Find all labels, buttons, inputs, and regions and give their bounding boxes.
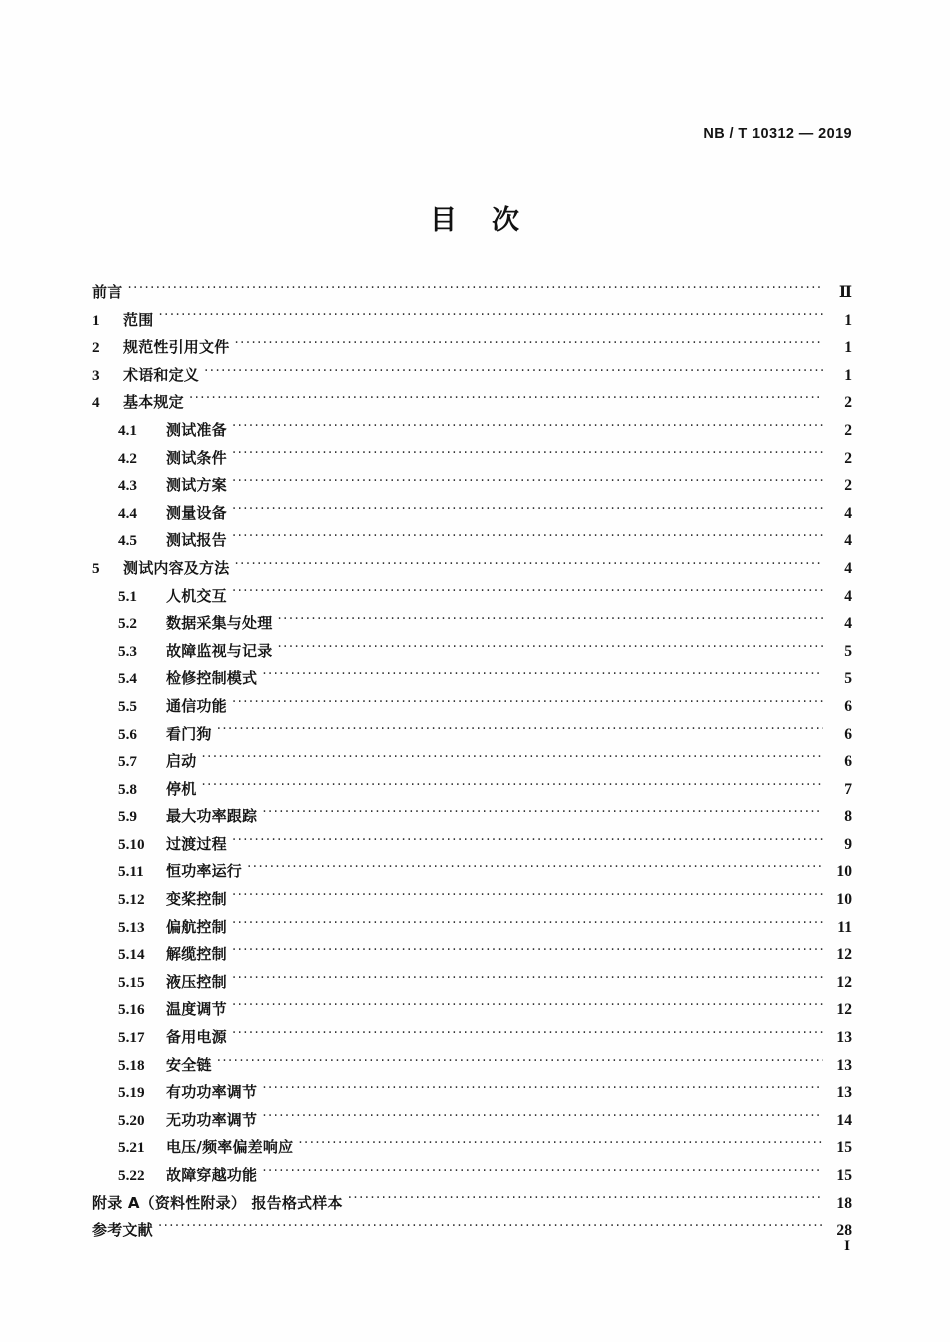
toc-entry-label: 范围 (123, 310, 154, 329)
toc-entry-label: 测试方案 (166, 476, 227, 495)
toc-dot-leader (277, 640, 823, 655)
toc-entry[interactable] (92, 1164, 852, 1192)
toc-entry-label: 停机 (166, 779, 197, 798)
toc-entry-page-number: 2 (844, 477, 852, 495)
toc-dot-leader (262, 1109, 823, 1124)
toc-entry-page-number: 13 (836, 1056, 852, 1074)
toc-dot-leader (232, 447, 823, 462)
toc-entry-page-number: 8 (844, 808, 852, 826)
toc-entry-number: 4.1 (118, 421, 137, 439)
toc-entry[interactable] (92, 860, 852, 888)
toc-entry-number: 5.12 (118, 891, 145, 909)
toc-entry-number: 5.11 (118, 863, 144, 881)
toc-dot-leader (232, 530, 823, 545)
toc-dot-leader (232, 696, 823, 711)
toc-entry-number: 5.5 (118, 697, 137, 715)
toc-entry[interactable] (92, 805, 852, 833)
toc-dot-leader (262, 1165, 823, 1180)
toc-entry-page-number: 6 (844, 753, 852, 771)
toc-entry[interactable] (92, 419, 852, 447)
toc-entry-number: 5.6 (118, 725, 137, 743)
toc-entry[interactable] (92, 998, 852, 1026)
table-of-contents (92, 281, 852, 1247)
toc-entry-page-number: 7 (844, 780, 852, 798)
toc-entry-page-number: 1 (844, 339, 852, 357)
toc-entry-label: 过渡过程 (166, 834, 227, 853)
toc-entry-number: 5.8 (118, 780, 137, 798)
toc-entry-page-number: 13 (836, 1084, 852, 1102)
toc-entry-number: 5.3 (118, 642, 137, 660)
toc-entry[interactable] (92, 447, 852, 475)
toc-entry[interactable] (92, 364, 852, 392)
toc-entry-page-number: 9 (844, 835, 852, 853)
toc-entry-label: 测试报告 (166, 531, 227, 550)
toc-entry-page-number: 1 (844, 366, 852, 384)
toc-entry[interactable] (92, 1054, 852, 1082)
toc-entry-number: 4 (92, 394, 100, 412)
toc-entry-page-number: 4 (844, 504, 852, 522)
toc-entry[interactable] (92, 1219, 852, 1247)
toc-entry[interactable] (92, 1136, 852, 1164)
toc-entry-page-number: 2 (844, 421, 852, 439)
toc-dot-leader (127, 282, 823, 297)
toc-dot-leader (158, 309, 823, 324)
page-folio: I (844, 1238, 850, 1254)
toc-entry[interactable] (92, 667, 852, 695)
toc-dot-leader (201, 778, 823, 793)
toc-entry-page-number: 4 (844, 615, 852, 633)
toc-dot-leader (232, 999, 823, 1014)
toc-entry-label: 数据采集与处理 (166, 614, 273, 633)
toc-entry-number: 1 (92, 311, 100, 329)
toc-dot-leader (262, 806, 823, 821)
toc-entry[interactable] (92, 888, 852, 916)
toc-dot-leader (277, 613, 823, 628)
toc-entry[interactable] (92, 1192, 852, 1220)
toc-dot-leader (232, 916, 823, 931)
toc-entry-page-number: 18 (836, 1194, 852, 1212)
toc-entry-number: 3 (92, 366, 100, 384)
toc-entry-label: 人机交互 (166, 586, 227, 605)
toc-dot-leader (232, 944, 823, 959)
toc-entry-label: 恒功率运行 (166, 862, 243, 881)
toc-entry[interactable] (92, 529, 852, 557)
toc-entry-page-number: 1 (844, 311, 852, 329)
toc-entry-label: 术语和定义 (123, 365, 200, 384)
toc-entry[interactable] (92, 281, 852, 309)
toc-entry-label: 测试准备 (166, 420, 227, 439)
toc-entry-page-number: 6 (844, 725, 852, 743)
toc-entry-page-number: 12 (836, 1001, 852, 1019)
toc-entry[interactable] (92, 502, 852, 530)
toc-dot-leader (262, 668, 823, 683)
toc-entry[interactable] (92, 1109, 852, 1137)
toc-entry[interactable] (92, 916, 852, 944)
toc-dot-leader (348, 1192, 823, 1207)
toc-entry-label: 附录 A（资料性附录） 报告格式样本 (92, 1193, 343, 1212)
toc-dot-leader (234, 558, 823, 573)
standard-code-header: NB / T 10312 — 2019 (703, 126, 852, 142)
toc-entry-number: 5.9 (118, 808, 137, 826)
toc-dot-leader (232, 833, 823, 848)
toc-entry-number: 5.17 (118, 1029, 145, 1047)
toc-entry-page-number: 12 (836, 946, 852, 964)
toc-dot-leader (232, 971, 823, 986)
toc-entry-page-number: 6 (844, 697, 852, 715)
toc-entry-number: 5.2 (118, 615, 137, 633)
toc-entry-label: 无功功率调节 (166, 1110, 258, 1129)
toc-entry-label: 安全链 (166, 1055, 212, 1074)
toc-dot-leader (217, 723, 823, 738)
toc-dot-leader (262, 1082, 823, 1097)
toc-entry-page-number: 12 (836, 973, 852, 991)
title-char-mu: 目 (430, 205, 458, 236)
toc-entry-number: 5.13 (118, 918, 145, 936)
toc-dot-leader (232, 585, 823, 600)
toc-dot-leader (298, 1137, 823, 1152)
toc-entry[interactable] (92, 943, 852, 971)
toc-dot-leader (247, 861, 823, 876)
toc-entry[interactable] (92, 723, 852, 751)
toc-entry-label: 有功功率调节 (166, 1083, 258, 1102)
toc-entry-label: 规范性引用文件 (123, 338, 230, 357)
toc-entry-number: 4.2 (118, 449, 137, 467)
toc-entry-label: 测量设备 (166, 503, 227, 522)
toc-dot-leader (232, 502, 823, 517)
toc-entry-label: 偏航控制 (166, 917, 227, 936)
toc-entry-page-number: 4 (844, 532, 852, 550)
toc-entry-number: 4.4 (118, 504, 137, 522)
toc-entry-label: 最大功率跟踪 (166, 807, 258, 826)
toc-entry-page-number: 4 (844, 559, 852, 577)
toc-entry-number: 4.5 (118, 532, 137, 550)
toc-entry-label: 液压控制 (166, 972, 227, 991)
toc-dot-leader (234, 337, 823, 352)
toc-dot-leader (232, 420, 823, 435)
toc-entry-label: 基本规定 (123, 393, 184, 412)
toc-entry[interactable] (92, 585, 852, 613)
toc-entry-number: 5 (92, 559, 100, 577)
toc-entry-label: 电压/频率偏差响应 (166, 1138, 294, 1157)
toc-dot-leader (232, 475, 823, 490)
toc-entry-number: 5.18 (118, 1056, 145, 1074)
toc-entry-page-number: 14 (836, 1111, 852, 1129)
toc-entry-page-number: 2 (844, 449, 852, 467)
toc-entry-label: 前言 (92, 283, 123, 301)
toc-entry[interactable] (92, 612, 852, 640)
toc-entry-label: 解缆控制 (166, 945, 227, 964)
toc-entry-page-number: 15 (836, 1139, 852, 1157)
toc-entry-label: 测试条件 (166, 448, 227, 467)
toc-entry-label: 备用电源 (166, 1028, 227, 1047)
toc-entry-page-number: 4 (844, 587, 852, 605)
toc-dot-leader (204, 364, 823, 379)
toc-dot-leader (189, 392, 823, 407)
toc-entry-label: 检修控制模式 (166, 669, 258, 688)
toc-entry[interactable] (92, 1081, 852, 1109)
toc-entry[interactable] (92, 833, 852, 861)
toc-entry[interactable] (92, 971, 852, 999)
toc-entry-page-number: 5 (844, 670, 852, 688)
toc-entry-label: 启动 (166, 752, 197, 771)
toc-entry[interactable] (92, 309, 852, 337)
toc-entry-label: 变桨控制 (166, 890, 227, 909)
toc-entry-number: 5.10 (118, 835, 145, 853)
toc-entry[interactable] (92, 336, 852, 364)
toc-entry-page-number: 5 (844, 642, 852, 660)
page-title (0, 198, 950, 237)
title-char-ci: 次 (492, 205, 520, 236)
toc-entry-page-number: Ⅱ (838, 284, 852, 301)
toc-entry-number: 5.1 (118, 587, 137, 605)
toc-entry-number: 5.21 (118, 1139, 145, 1157)
toc-entry[interactable] (92, 1026, 852, 1054)
toc-entry[interactable] (92, 750, 852, 778)
toc-entry-label: 故障监视与记录 (166, 641, 273, 660)
toc-entry-number: 5.16 (118, 1001, 145, 1019)
toc-entry-page-number: 10 (836, 891, 852, 909)
toc-entry-number: 5.20 (118, 1111, 145, 1129)
toc-dot-leader (232, 889, 823, 904)
toc-entry[interactable] (92, 778, 852, 806)
toc-entry-number: 5.15 (118, 973, 145, 991)
toc-entry-number: 5.14 (118, 946, 145, 964)
toc-entry-label: 看门狗 (166, 724, 212, 743)
toc-entry-number: 5.4 (118, 670, 137, 688)
toc-entry[interactable] (92, 640, 852, 668)
toc-dot-leader (217, 1054, 823, 1069)
toc-entry-page-number: 15 (836, 1167, 852, 1184)
toc-entry[interactable] (92, 557, 852, 585)
toc-entry-page-number: 28 (836, 1222, 852, 1240)
toc-entry-label: 故障穿越功能 (166, 1166, 258, 1184)
toc-entry-number: 5.19 (118, 1084, 145, 1102)
toc-dot-leader (158, 1220, 823, 1235)
toc-entry-page-number: 10 (836, 863, 852, 881)
toc-entry-number: 4.3 (118, 477, 137, 495)
toc-entry-label: 温度调节 (166, 1000, 227, 1019)
toc-entry-number: 5.7 (118, 753, 137, 771)
toc-entry-label: 通信功能 (166, 696, 227, 715)
toc-dot-leader (201, 751, 823, 766)
toc-entry[interactable] (92, 474, 852, 502)
toc-entry[interactable] (92, 695, 852, 723)
toc-entry-number: 2 (92, 339, 100, 357)
toc-entry-page-number: 11 (837, 918, 852, 936)
toc-entry-label: 测试内容及方法 (123, 558, 230, 577)
toc-dot-leader (232, 1027, 823, 1042)
toc-entry-page-number: 13 (836, 1029, 852, 1047)
toc-entry[interactable] (92, 391, 852, 419)
toc-entry-number: 5.22 (118, 1167, 145, 1184)
toc-entry-page-number: 2 (844, 394, 852, 412)
toc-entry-label: 参考文献 (92, 1221, 153, 1240)
